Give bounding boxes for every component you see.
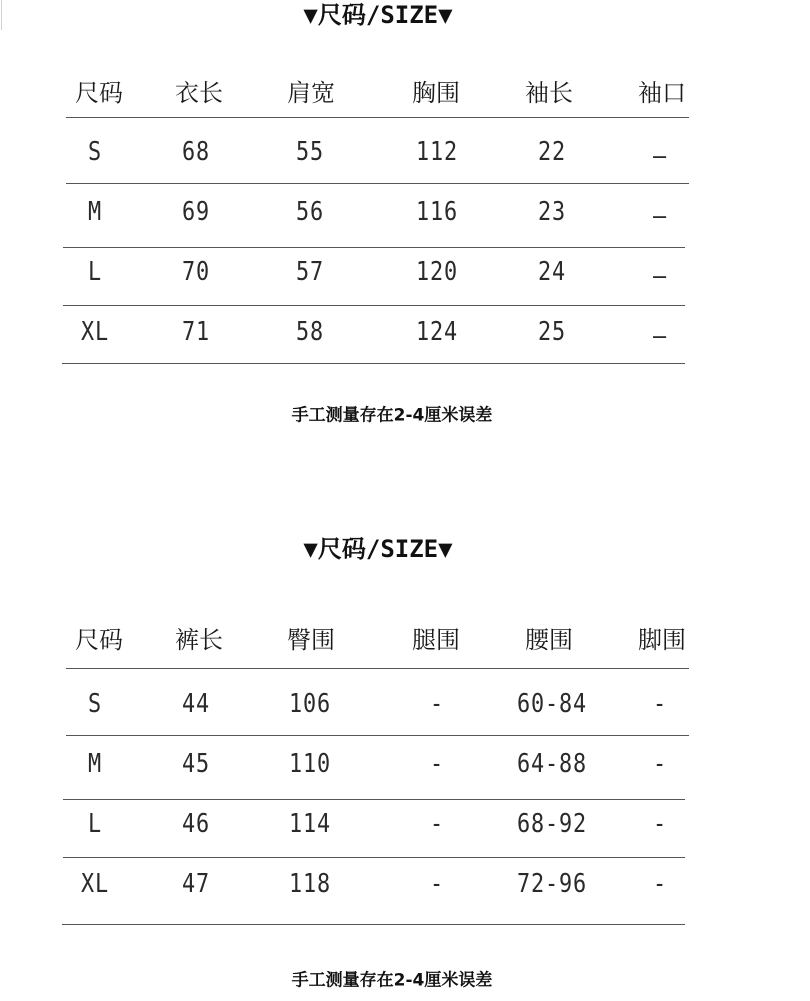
chest-value: 112 bbox=[416, 137, 458, 167]
bottom-size-table bbox=[0, 534, 810, 1001]
size-table-title: ▼尺码/SIZE▼ bbox=[303, 535, 453, 563]
shoulder-width-value: 58 bbox=[296, 317, 324, 347]
size-label: S bbox=[88, 137, 102, 167]
hip-value: 106 bbox=[289, 689, 331, 719]
hip-value: 118 bbox=[289, 869, 331, 899]
header-pants-length: 裤长 bbox=[175, 626, 223, 654]
leg-opening-value: - bbox=[653, 689, 667, 719]
sleeve-length-value: 25 bbox=[538, 317, 566, 347]
waist-value: 72-96 bbox=[517, 869, 587, 899]
row-divider bbox=[62, 924, 685, 925]
shoulder-width-value: 56 bbox=[296, 197, 324, 227]
sleeve-length-value: 22 bbox=[538, 137, 566, 167]
leg-opening-value: - bbox=[653, 749, 667, 779]
header-hip: 臀围 bbox=[287, 626, 335, 654]
row-divider bbox=[63, 857, 685, 858]
size-table-title: ▼尺码/SIZE▼ bbox=[303, 1, 453, 29]
row-divider bbox=[66, 117, 689, 118]
hip-value: 114 bbox=[289, 809, 331, 839]
garment-length-value: 68 bbox=[182, 137, 210, 167]
size-label: M bbox=[88, 749, 102, 779]
header-chest: 胸围 bbox=[412, 79, 460, 107]
shoulder-width-value: 55 bbox=[296, 137, 324, 167]
header-leg-opening: 脚围 bbox=[638, 626, 686, 654]
shoulder-width-value: 57 bbox=[296, 257, 324, 287]
header-size: 尺码 bbox=[75, 79, 123, 107]
row-divider bbox=[63, 799, 685, 800]
sleeve-length-value: 24 bbox=[538, 257, 566, 287]
row-divider bbox=[62, 363, 685, 364]
size-label: S bbox=[88, 689, 102, 719]
waist-value: 68-92 bbox=[517, 809, 587, 839]
pants-length-value: 46 bbox=[182, 809, 210, 839]
top-size-table bbox=[0, 0, 810, 460]
measurement-note: 手工测量存在2-4厘米误差 bbox=[291, 970, 493, 991]
garment-length-value: 70 bbox=[182, 257, 210, 287]
header-garment-length: 衣长 bbox=[175, 79, 223, 107]
measurement-note: 手工测量存在2-4厘米误差 bbox=[291, 405, 493, 426]
leg-opening-value: - bbox=[653, 809, 667, 839]
row-divider bbox=[63, 247, 685, 248]
chest-value: 116 bbox=[416, 197, 458, 227]
pants-length-value: 47 bbox=[182, 869, 210, 899]
size-label: L bbox=[88, 809, 102, 839]
waist-value: 60-84 bbox=[517, 689, 587, 719]
waist-value: 64-88 bbox=[517, 749, 587, 779]
thigh-value: - bbox=[430, 809, 444, 839]
size-label: L bbox=[88, 257, 102, 287]
row-divider bbox=[66, 735, 689, 736]
size-label: M bbox=[88, 197, 102, 227]
header-cuff: 袖口 bbox=[638, 79, 686, 107]
garment-length-value: 71 bbox=[182, 317, 210, 347]
cuff-value: – bbox=[653, 261, 667, 291]
pants-length-value: 44 bbox=[182, 689, 210, 719]
thigh-value: - bbox=[430, 689, 444, 719]
size-label: XL bbox=[81, 317, 109, 347]
thigh-value: - bbox=[430, 749, 444, 779]
header-shoulder-width: 肩宽 bbox=[287, 79, 335, 107]
chest-value: 124 bbox=[416, 317, 458, 347]
cuff-value: – bbox=[653, 201, 667, 231]
cuff-value: – bbox=[653, 321, 667, 351]
cuff-value: – bbox=[653, 141, 667, 171]
sleeve-length-value: 23 bbox=[538, 197, 566, 227]
header-size: 尺码 bbox=[75, 626, 123, 654]
garment-length-value: 69 bbox=[182, 197, 210, 227]
leg-opening-value: - bbox=[653, 869, 667, 899]
header-waist: 腰围 bbox=[525, 626, 573, 654]
thigh-value: - bbox=[430, 869, 444, 899]
chest-value: 120 bbox=[416, 257, 458, 287]
header-thigh: 腿围 bbox=[412, 626, 460, 654]
row-divider bbox=[63, 305, 685, 306]
hip-value: 110 bbox=[289, 749, 331, 779]
row-divider bbox=[66, 183, 689, 184]
header-sleeve-length: 袖长 bbox=[525, 79, 573, 107]
size-label: XL bbox=[81, 869, 109, 899]
pants-length-value: 45 bbox=[182, 749, 210, 779]
row-divider bbox=[66, 668, 689, 669]
